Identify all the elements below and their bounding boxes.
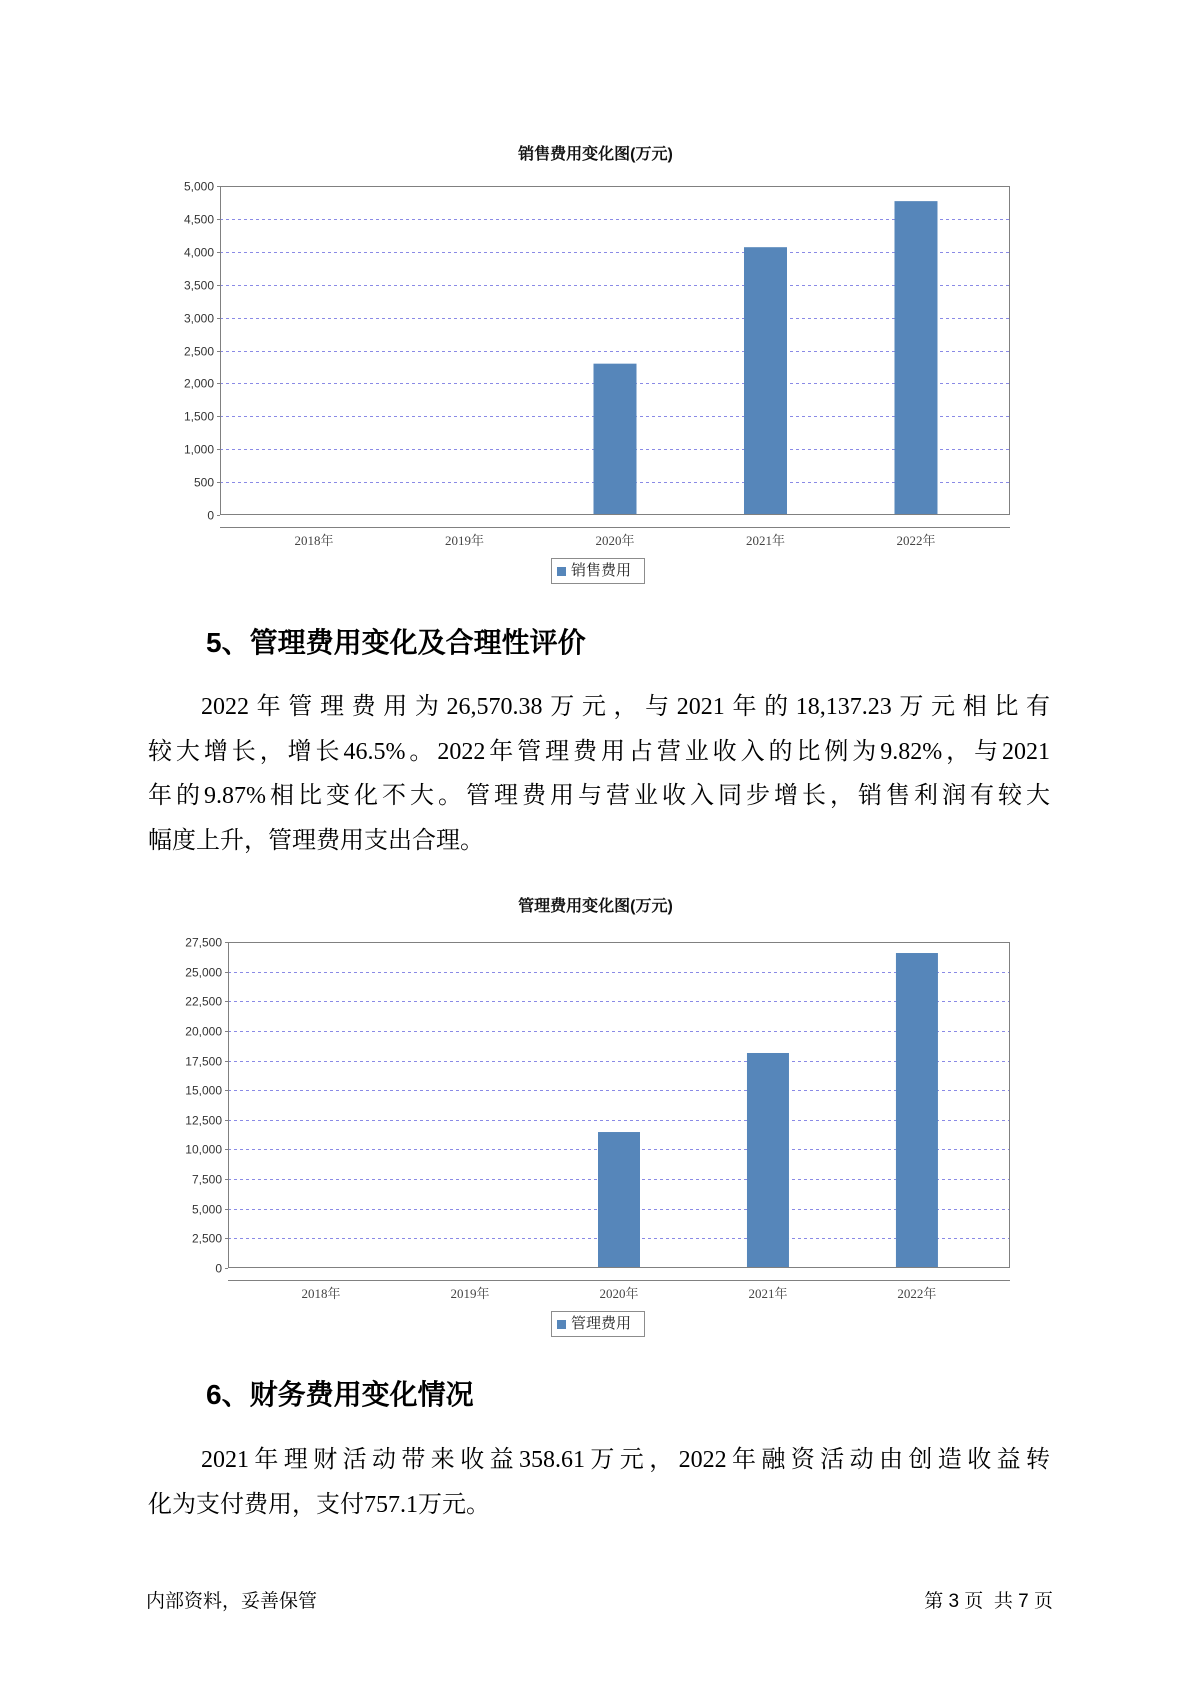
y-tick-label: 27,500 — [185, 935, 222, 950]
y-tick-label: 1,500 — [183, 409, 214, 424]
y-tick-label: 2,000 — [183, 376, 214, 391]
x-tick-label: 2020年 — [599, 1286, 639, 1301]
bar-2022 — [894, 201, 937, 515]
bar-2022 — [896, 953, 938, 1268]
y-tick-label: 4,500 — [183, 212, 214, 227]
x-tick-label: 2019年 — [450, 1286, 490, 1301]
bar-2021 — [744, 247, 787, 515]
legend-swatch-icon — [557, 567, 566, 576]
y-tick-label: 5,000 — [191, 1202, 222, 1217]
y-tick-label: 2,500 — [191, 1231, 222, 1246]
management-expense-chart — [140, 925, 1040, 1310]
y-tick-label: 4,000 — [183, 245, 214, 260]
y-tick-label: 10,000 — [185, 1142, 222, 1157]
paragraph-line: 2022年管理费用为26,570.38万元，与2021年的18,137.23万元相比有 — [201, 694, 1050, 720]
footer-page-number: 第 3 页 共 7 页 — [924, 1591, 1053, 1612]
y-tick-label: 17,500 — [185, 1054, 222, 1069]
bar-2020 — [598, 1132, 640, 1268]
paragraph-line: 年的9.87%相比变化不大。管理费用与营业收入同步增长，销售利润有较大 — [148, 783, 1050, 809]
bar-2020 — [594, 364, 637, 515]
y-tick-label: 25,000 — [185, 965, 222, 980]
sales-expense-chart — [140, 170, 1040, 555]
paragraph-line: 2021年理财活动带来收益358.61万元，2022年融资活动由创造收益转 — [201, 1447, 1050, 1473]
section-heading-management-expense: 5、管理费用变化及合理性评价 — [206, 627, 586, 658]
sales-expense-chart-title: 销售费用变化图(万元) — [518, 146, 673, 163]
y-tick-label: 3,500 — [183, 278, 214, 293]
paragraph-line: 化为支付费用，支付757.1万元。 — [148, 1491, 490, 1518]
x-tick-label: 2019年 — [444, 533, 485, 548]
y-tick-label: 0 — [215, 1261, 222, 1276]
management-expense-legend — [551, 1311, 645, 1337]
y-tick-label: 12,500 — [185, 1113, 222, 1128]
y-tick-label: 500 — [193, 475, 214, 490]
paragraph-line: 幅度上升，管理费用支出合理。 — [148, 827, 484, 854]
y-tick-label: 0 — [207, 508, 214, 523]
paragraph-line: 较大增长，增长46.5%。2022年管理费用占营业收入的比例为9.82%，与2021 — [148, 738, 1050, 765]
x-tick-label: 2020年 — [595, 533, 635, 548]
y-tick-label: 5,000 — [183, 179, 214, 194]
y-tick-label: 20,000 — [185, 1024, 222, 1039]
x-tick-label: 2021年 — [745, 533, 786, 548]
legend-label: 销售费用 — [571, 563, 632, 579]
y-tick-label: 1,000 — [183, 442, 214, 457]
y-tick-label: 2,500 — [183, 344, 214, 359]
x-tick-label: 2021年 — [748, 1286, 788, 1301]
management-expense-chart-title: 管理费用变化图(万元) — [518, 898, 673, 915]
section-5-paragraph — [148, 685, 1050, 863]
bar-2021 — [747, 1053, 789, 1268]
y-tick-label: 22,500 — [185, 994, 222, 1009]
legend-swatch-icon — [557, 1320, 566, 1329]
x-tick-label: 2018年 — [294, 533, 334, 548]
section-heading-finance-expense: 6、财务费用变化情况 — [206, 1379, 474, 1410]
footer-confidential-note: 内部资料，妥善保管 — [146, 1591, 318, 1612]
sales-expense-legend — [551, 558, 645, 584]
y-tick-label: 3,000 — [183, 311, 214, 326]
x-tick-label: 2018年 — [301, 1286, 341, 1301]
legend-label: 管理费用 — [571, 1316, 632, 1332]
x-tick-label: 2022年 — [896, 533, 936, 548]
y-tick-label: 7,500 — [191, 1172, 222, 1187]
x-tick-label: 2022年 — [897, 1286, 937, 1301]
section-6-paragraph — [148, 1438, 1050, 1527]
y-tick-label: 15,000 — [185, 1083, 222, 1098]
